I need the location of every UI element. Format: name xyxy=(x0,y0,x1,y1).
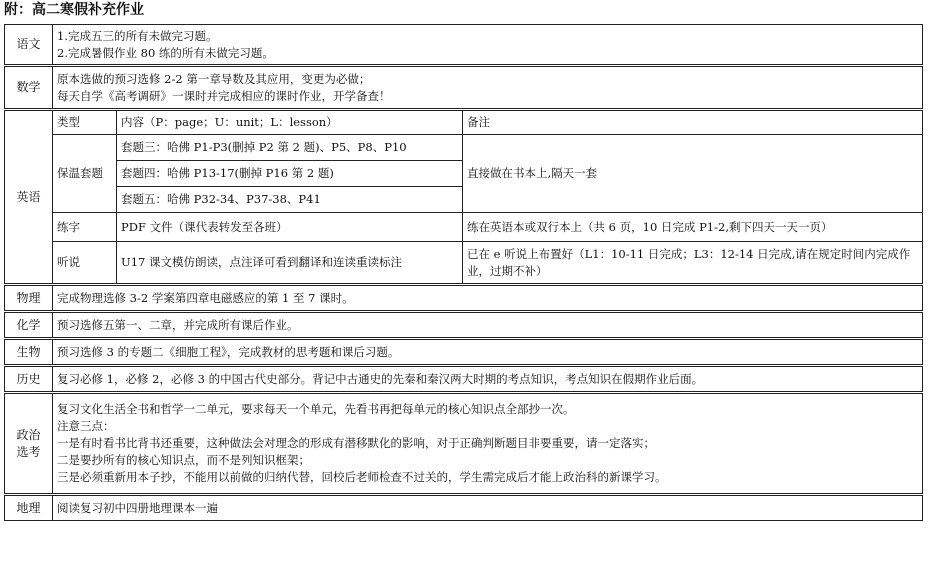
english-listening-note: 已在 e 听说上布置好（L1：10-11 日完成；L3：12-14 日完成,请在规定时间内完成作业，过期不补） xyxy=(463,242,923,284)
chinese-line-1: 1.完成五三的所有未做完习题。 xyxy=(57,28,218,43)
row-chemistry xyxy=(5,313,923,338)
subject-math: 数学 xyxy=(5,67,53,109)
politics-line-2: 注意三点： xyxy=(57,419,115,433)
row-chinese xyxy=(5,25,923,65)
math-content xyxy=(53,67,923,109)
math-line-2: 每天自学《高考调研》一课时并完成相应的课时作业，开学备查！ xyxy=(57,88,391,103)
subject-biology: 生物 xyxy=(5,340,53,365)
politics-line-1: 复习文化生活全书和哲学一二单元，要求每天一个单元，先看书再把每单元的核心知识点全部抄一次。 xyxy=(57,402,575,416)
math-line-1: 原本选做的预习选修 2-2 第一章导数及其应用，变更为必做； xyxy=(57,71,371,86)
page-title: 附：高二寒假补充作业 xyxy=(4,2,144,18)
chinese-line-2: 2.完成暑假作业 80 练的所有未做完习题。 xyxy=(57,45,274,60)
subject-geography: 地理 xyxy=(5,496,53,521)
subject-politics xyxy=(5,394,53,494)
row-biology xyxy=(5,340,923,365)
english-header-type: 类型 xyxy=(53,111,117,135)
english-warmup-note: 直接做在书本上,隔天一套 xyxy=(463,135,923,213)
subject-chinese: 语文 xyxy=(5,25,53,65)
english-warmup-item-1: 套题三：哈佛 P1-P3(删掉 P2 第 2 题)、P5、P8、P10 xyxy=(117,135,463,161)
biology-content: 预习选修 3 的专题二《细胞工程》，完成教材的思考题和课后习题。 xyxy=(53,340,923,365)
subject-chemistry: 化学 xyxy=(5,313,53,338)
politics-line-4: 二是要抄所有的核心知识点，而不是列知识框架； xyxy=(57,453,310,467)
row-math xyxy=(5,67,923,109)
subject-physics: 物理 xyxy=(5,286,53,311)
english-warmup-item-3: 套题五：哈佛 P32-34、P37-38、P41 xyxy=(117,187,463,213)
politics-line-5: 三是必须重新用本子抄，不能用以前做的归纳代替，回校后老师检查不过关的，学生需完成后才能上政治科的新课学习。 xyxy=(57,470,667,484)
politics-line-3: 一是有时看书比背书还重要，这种做法会对理念的形成有潜移默化的影响，对于正确判断题目非要重要，请一定落实； xyxy=(57,436,655,450)
english-writing-note: 练在英语本或双行本上（共 6 页，10 日完成 P1-2,剩下四天一天一页） xyxy=(463,213,923,242)
chinese-content xyxy=(53,25,923,65)
row-history xyxy=(5,367,923,392)
subject-history: 历史 xyxy=(5,367,53,392)
english-header-content: 内容（P：page；U：unit；L：lesson） xyxy=(117,111,463,135)
english-writing-row xyxy=(5,213,923,242)
subject-politics-line-2: 选考 xyxy=(16,444,41,459)
physics-content: 完成物理选修 3-2 学案第四章电磁感应的第 1 至 7 课时。 xyxy=(53,286,923,311)
row-politics xyxy=(5,394,923,494)
english-writing-content: PDF 文件（课代表转发至各班） xyxy=(117,213,463,242)
english-listening-row xyxy=(5,242,923,284)
geography-content: 阅读复习初中四册地理课本一遍 xyxy=(53,496,923,521)
chemistry-content: 预习选修五第一、二章，并完成所有课后作业。 xyxy=(53,313,923,338)
english-header-row xyxy=(5,111,923,135)
politics-content xyxy=(53,394,923,494)
homework-table xyxy=(4,24,923,521)
english-warmup-type: 保温套题 xyxy=(53,135,117,213)
row-physics xyxy=(5,286,923,311)
english-warmup-item-2: 套题四：哈佛 P13-17(删掉 P16 第 2 题) xyxy=(117,161,463,187)
row-geography xyxy=(5,496,923,521)
subject-politics-line-1: 政治 xyxy=(16,427,41,442)
english-warmup-row-1 xyxy=(5,135,923,161)
history-content: 复习必修 1，必修 2，必修 3 的中国古代史部分。背记中古通史的先秦和秦汉两大时期的考点知识，考点知识在假期作业后面。 xyxy=(53,367,923,392)
english-header-note: 备注 xyxy=(463,111,923,135)
subject-english: 英语 xyxy=(5,111,53,284)
english-listening-type: 听说 xyxy=(53,242,117,284)
english-listening-content: U17 课文模仿朗读，点注译可看到翻译和连读重读标注 xyxy=(117,242,463,284)
english-writing-type: 练字 xyxy=(53,213,117,242)
